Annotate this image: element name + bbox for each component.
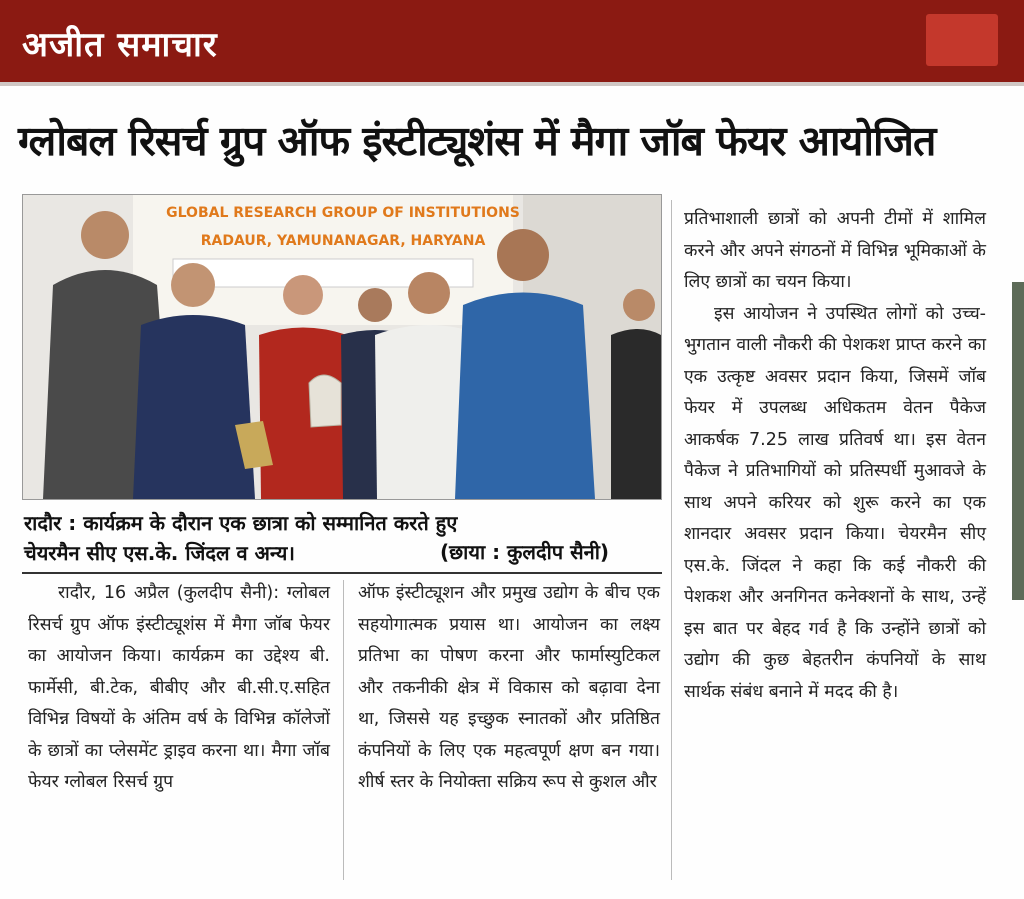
photo-credit: (छाया : कुलदीप सैनी): [440, 540, 610, 564]
article-paragraph: प्रतिभाशाली छात्रों को अपनी टीमों में शामिल करने और अपने संगठनों में विभिन्न भूमिकाओं के लिए छात्रों का चयन किया।: [684, 209, 986, 292]
photo-banner-line1: GLOBAL RESEARCH GROUP OF INSTITUTIONS: [166, 205, 520, 221]
photo-banner-line2: RADAUR, YAMUNANAGAR, HARYANA: [200, 233, 486, 249]
masthead: [0, 0, 1024, 82]
newspaper-name: अजीत समाचार: [22, 25, 218, 65]
article-column-3: [684, 204, 986, 708]
news-photo: [22, 194, 662, 500]
caption-separator: [22, 572, 662, 574]
adjacent-article-photo-edge: [1012, 282, 1024, 600]
article-paragraph: इस आयोजन ने उपस्थित लोगों को उच्च-भुगतान वाली नौकरी की पेशकश प्राप्त करने का एक उत्कृष्ट अवसर प्रदान किया, जिसमें जॉब फेयर में उपलब्ध अधिकतम वेतन पैकेज आकर्षक 7.25 लाख प्रतिवर्ष था। इस वेतन पैकेज ने प्रतिभागियों को प्रतिस्पर्धी मुआवजे के साथ अपने करियर को शुरू करने का एक शानदार अवसर प्रदान किया। चेयरमैन सीए एस.के. जिंदल ने कहा कि कई नौकरी की पेशकश और अनगिनत कनेक्शनों के साथ, उन्हें इस बात पर बेहद गर्व है कि उन्होंने छात्रों को उद्योग की कुछ बेहतरीन कंपनियों के साथ सार्थक संबंध बनाने में मदद की है।: [684, 303, 986, 702]
headline: ग्लोबल रिसर्च ग्रुप ऑफ इंस्टीट्यूशंस में मैगा जॉब फेयर आयोजित: [18, 117, 936, 165]
column-rule: [671, 200, 672, 880]
caption-line1: रादौर : कार्यक्रम के दौरान एक छात्रा को सम्मानित करते हुए: [24, 511, 458, 535]
article-column-1: [28, 578, 330, 799]
masthead-rule: [0, 82, 1024, 86]
column-rule: [343, 580, 344, 880]
caption-line2: चेयरमैन सीए एस.के. जिंदल व अन्य।: [24, 541, 295, 565]
article-column-2: [358, 578, 660, 799]
masthead-box: [926, 14, 998, 66]
article-paragraph: ऑफ इंस्टीट्यूशन और प्रमुख उद्योग के बीच एक सहयोगात्मक प्रयास था। आयोजन का लक्ष्य प्रतिभा का पोषण करना और फार्मास्युटिकल और तकनीकी क्षेत्र में विकास को बढ़ावा देना था, जिससे यह इच्छुक स्नातकों और प्रतिष्ठित कंपनियों के लिए एक महत्वपूर्ण क्षण बन गया। शीर्ष स्तर के नियोक्ता सक्रिय रूप से कुशल और: [358, 583, 660, 792]
article-paragraph: रादौर, 16 अप्रैल (कुलदीप सैनी): ग्लोबल रिसर्च ग्रुप ऑफ इंस्टीट्यूशंस में मैगा जॉब फेयर का आयोजन किया। कार्यक्रम का उद्देश्य बी. फार्मेसी, बी.टेक, बीबीए और बी.सी.ए.सहित विभिन्न विषयों के अंतिम वर्ष के विभिन्न कॉलेजों के छात्रों का प्लेसमेंट ड्राइव करना था। मैगा जॉब फेयर ग्लोबल रिसर्च ग्रुप: [28, 583, 330, 792]
